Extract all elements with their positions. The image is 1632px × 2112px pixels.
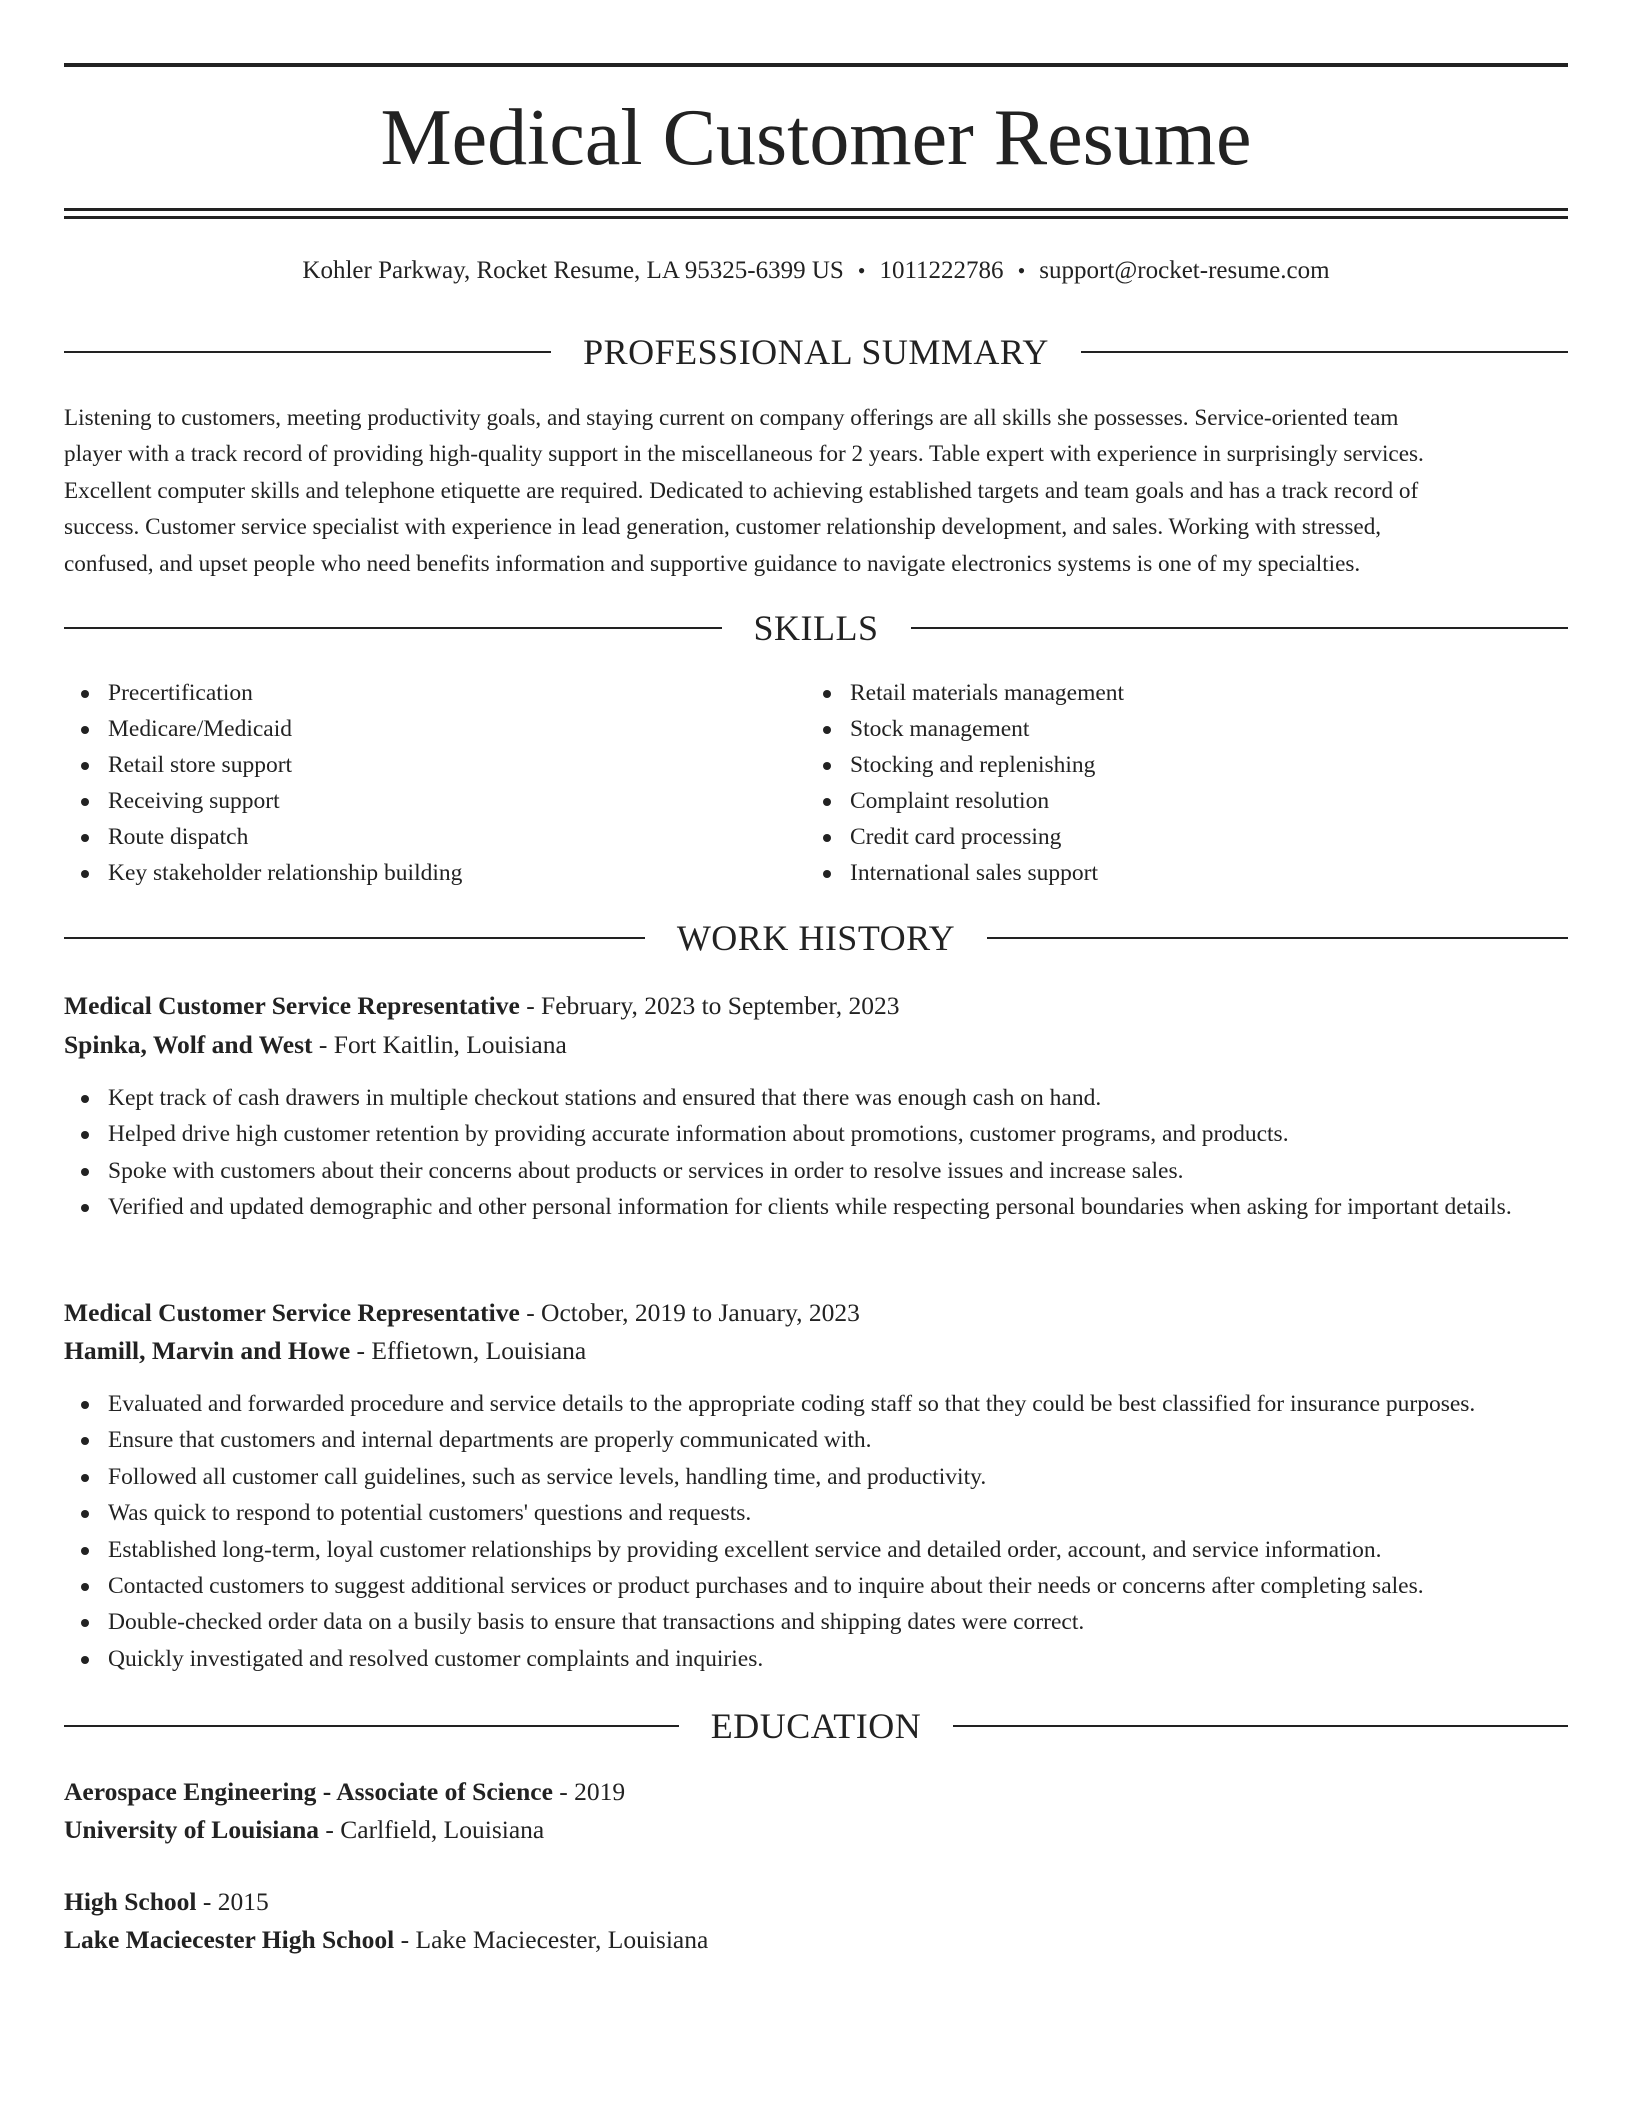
job-duty: Established long-term, loyal customer relationships by providing excellent service and detailed order, account, and service information. bbox=[64, 1532, 1568, 1568]
heading-rule bbox=[987, 937, 1568, 939]
summary-line: Listening to customers, meeting productivity goals, and staying current on company offerings are all skills she possesses. Service-oriented team bbox=[64, 405, 1399, 431]
professional-summary bbox=[64, 400, 1568, 582]
contact-line bbox=[64, 254, 1568, 288]
heading-rule bbox=[64, 1725, 679, 1727]
summary-line: Excellent computer skills and telephone etiquette are required. Dedicated to achieving established targets and team goals and has a track record of bbox=[64, 477, 1419, 504]
section-title: WORK HISTORY bbox=[676, 918, 956, 958]
heading-rule bbox=[64, 627, 722, 629]
education-degree: High School bbox=[64, 1887, 197, 1916]
skill-item: Stocking and replenishing bbox=[806, 747, 1546, 783]
heading-rule bbox=[953, 1725, 1568, 1727]
title-double-rule-upper bbox=[64, 208, 1568, 211]
job-title: Medical Customer Service Representative bbox=[64, 1298, 520, 1327]
skill-item: Precertification bbox=[64, 675, 804, 711]
skills-list-right bbox=[806, 675, 1546, 891]
education-location: - Carlfield, Louisiana bbox=[319, 1815, 545, 1844]
job-duty: Spoke with customers about their concerns about products or services in order to resolve issues and increase sales. bbox=[64, 1153, 1568, 1189]
heading-rule bbox=[1081, 351, 1568, 353]
summary-line: player with a track record of providing high-quality support in the miscellaneous for 2 years. Table expert with experience in surprisingly services. bbox=[64, 441, 1424, 468]
skill-item: Receiving support bbox=[64, 783, 804, 819]
contact-address: Kohler Parkway, Rocket Resume, LA 95325-6399 US bbox=[302, 257, 844, 284]
job-duty: Was quick to respond to potential customers' questions and requests. bbox=[64, 1495, 1568, 1531]
skill-item: Credit card processing bbox=[806, 819, 1546, 855]
education-degree-line bbox=[64, 1883, 1568, 1921]
contact-separator: • bbox=[1017, 258, 1026, 283]
job-duty: Contacted customers to suggest additional services or product purchases and to inquire about their needs or concerns after completing sales. bbox=[64, 1568, 1568, 1604]
section-heading-skills bbox=[64, 608, 1568, 648]
education-school: University of Louisiana bbox=[64, 1815, 320, 1844]
contact-separator: • bbox=[857, 258, 866, 283]
section-title: SKILLS bbox=[753, 608, 879, 648]
job-duty: Verified and updated demographic and other personal information for clients while respecting personal boundaries when asking for important details. bbox=[64, 1189, 1568, 1225]
section-heading-summary bbox=[64, 332, 1568, 372]
job-duty: Quickly investigated and resolved customer complaints and inquiries. bbox=[64, 1641, 1568, 1677]
skills-list-left bbox=[64, 675, 804, 891]
job-title: Medical Customer Service Representative bbox=[64, 991, 520, 1020]
education-school-line bbox=[64, 1921, 1568, 1959]
contact-phone: 1011222786 bbox=[879, 257, 1004, 284]
section-heading-education bbox=[64, 1706, 1568, 1746]
job-location: - Effietown, Louisiana bbox=[350, 1336, 587, 1365]
education-school-line bbox=[64, 1811, 1568, 1849]
section-heading-work-history bbox=[64, 918, 1568, 958]
heading-rule bbox=[911, 627, 1569, 629]
job-company-line bbox=[64, 1331, 1568, 1370]
section-title: EDUCATION bbox=[710, 1706, 922, 1746]
job-company: Hamill, Marvin and Howe bbox=[64, 1336, 351, 1365]
job-dates: - October, 2019 to January, 2023 bbox=[519, 1298, 860, 1327]
contact-email[interactable]: support@rocket-resume.com bbox=[1039, 257, 1330, 284]
resume-title: Medical Customer Resume bbox=[380, 94, 1252, 182]
job-duty: Followed all customer call guidelines, such as service levels, handling time, and productivity. bbox=[64, 1459, 1568, 1495]
job-dates: - February, 2023 to September, 2023 bbox=[519, 991, 900, 1020]
job-duty: Double-checked order data on a busily basis to ensure that transactions and shipping dates were correct. bbox=[64, 1604, 1568, 1640]
job-duties-list bbox=[64, 1080, 1568, 1226]
top-rule bbox=[64, 63, 1568, 67]
education-degree: Aerospace Engineering - Associate of Science bbox=[64, 1777, 553, 1806]
job-duty: Evaluated and forwarded procedure and service details to the appropriate coding staff so that they could be best classified for insurance purposes. bbox=[64, 1386, 1568, 1422]
job-title-line bbox=[64, 1293, 1568, 1332]
job-duties-list bbox=[64, 1386, 1568, 1677]
summary-line: confused, and upset people who need benefits information and supportive guidance to navigate electronics systems is one of my specialties. bbox=[64, 550, 1361, 577]
skill-item: International sales support bbox=[806, 855, 1546, 891]
job-title-line bbox=[64, 986, 1568, 1025]
skill-item: Retail materials management bbox=[806, 675, 1546, 711]
skill-item: Key stakeholder relationship building bbox=[64, 855, 804, 891]
skill-item: Retail store support bbox=[64, 747, 804, 783]
education-year: - 2015 bbox=[196, 1887, 269, 1916]
job-duty: Kept track of cash drawers in multiple checkout stations and ensured that there was enough cash on hand. bbox=[64, 1080, 1568, 1116]
education-degree-line bbox=[64, 1773, 1568, 1811]
job-company-line bbox=[64, 1025, 1568, 1064]
education-location: - Lake Maciecester, Louisiana bbox=[394, 1925, 709, 1954]
education-year: - 2019 bbox=[552, 1777, 626, 1806]
skill-item: Stock management bbox=[806, 711, 1546, 747]
skill-item: Complaint resolution bbox=[806, 783, 1546, 819]
section-title: PROFESSIONAL SUMMARY bbox=[583, 332, 1049, 372]
job-company: Spinka, Wolf and West bbox=[64, 1030, 313, 1059]
heading-rule bbox=[64, 351, 551, 353]
summary-line: success. Customer service specialist with experience in lead generation, customer relationship development, and sales. Working with stressed, bbox=[64, 514, 1382, 541]
education-school: Lake Maciecester High School bbox=[64, 1925, 395, 1954]
skill-item: Route dispatch bbox=[64, 819, 804, 855]
job-duty: Helped drive high customer retention by providing accurate information about promotions, customer programs, and products. bbox=[64, 1116, 1568, 1152]
title-double-rule-lower bbox=[64, 216, 1568, 219]
job-duty: Ensure that customers and internal departments are properly communicated with. bbox=[64, 1422, 1568, 1458]
heading-rule bbox=[64, 937, 645, 939]
job-location: - Fort Kaitlin, Louisiana bbox=[312, 1030, 567, 1059]
skill-item: Medicare/Medicaid bbox=[64, 711, 804, 747]
